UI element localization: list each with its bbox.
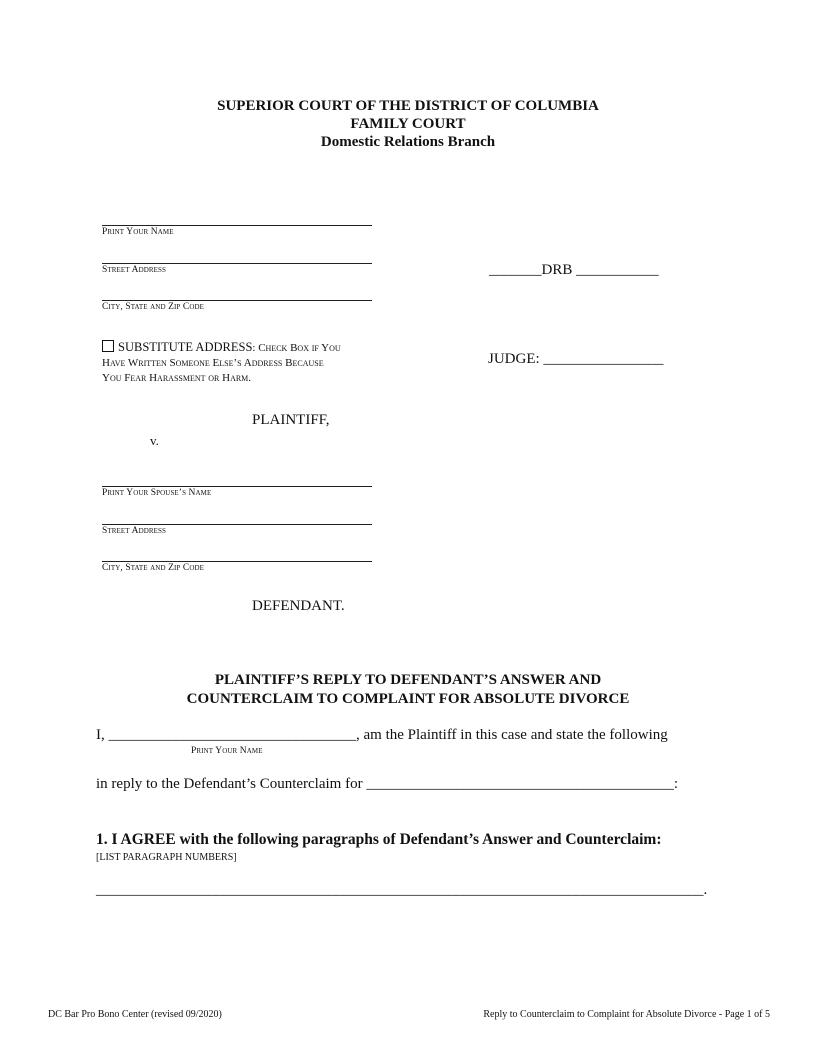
substitute-address-line3: You Fear Harassment or Harm. <box>102 372 252 384</box>
reply-prefix: in reply to the Defendant’s Counterclaim for <box>96 776 363 792</box>
defendant-name-label: Print Your Spouse’s Name <box>102 488 212 498</box>
section1-blank: _________________________________________________________________________________ <box>96 882 704 898</box>
plaintiff-street-label: Street Address <box>102 265 167 275</box>
document-title-line1: PLAINTIFF’S REPLY TO DEFENDANT’S ANSWER AND <box>214 672 602 688</box>
footer-left: DC Bar Pro Bono Center (revised 09/2020) <box>48 1009 222 1020</box>
document-title-line2: COUNTERCLAIM TO COMPLAINT FOR ABSOLUTE DIVORCE <box>186 691 630 707</box>
defendant-street-label: Street Address <box>102 526 167 536</box>
plaintiff-name-label: Print Your Name <box>102 227 174 237</box>
section1-heading: 1. I AGREE with the following paragraphs of Defendant’s Answer and Counterclaim: <box>96 831 662 848</box>
intro-name-blank[interactable]: _________________________________ <box>108 727 356 743</box>
court-branch: Domestic Relations Branch <box>320 134 496 150</box>
substitute-address-option <box>102 340 392 385</box>
substitute-address-line1: : Check Box if You <box>252 342 341 354</box>
substitute-address-title: SUBSTITUTE ADDRESS <box>118 340 253 354</box>
substitute-address-checkbox[interactable] <box>102 340 114 352</box>
judge-blank: ________________ <box>539 351 664 367</box>
section1-end: . <box>703 882 708 898</box>
judge-label: JUDGE: <box>488 351 540 367</box>
reply-sentence <box>96 776 678 793</box>
reply-counterclaim-blank[interactable]: _________________________________________ <box>366 776 674 792</box>
versus-label: v. <box>150 433 159 448</box>
court-division: FAMILY COURT <box>350 116 466 132</box>
case-number-field[interactable] <box>489 262 659 279</box>
reply-suffix: : <box>673 776 679 792</box>
substitute-address-line2: Have Written Someone Else’s Address Because <box>102 357 324 369</box>
plaintiff-party-label: PLAINTIFF, <box>252 412 330 428</box>
intro-prefix: I, <box>96 727 105 743</box>
section1-instruction: [LIST PARAGRAPH NUMBERS] <box>96 852 237 863</box>
court-name: SUPERIOR COURT OF THE DISTRICT OF COLUMBIA <box>217 98 599 114</box>
judge-field[interactable] <box>488 351 663 368</box>
defendant-party-label: DEFENDANT. <box>252 598 345 614</box>
intro-suffix: , am the Plaintiff in this case and state the following <box>356 727 668 743</box>
defendant-city-label: City, State and Zip Code <box>102 563 205 573</box>
footer-right: Reply to Counterclaim to Complaint for Absolute Divorce - Page 1 of 5 <box>483 1009 770 1020</box>
case-number-prefix-blank: _______ <box>489 262 542 278</box>
intro-sentence <box>96 727 668 744</box>
section1-answer-field[interactable] <box>96 882 707 899</box>
plaintiff-city-label: City, State and Zip Code <box>102 302 205 312</box>
intro-name-label: Print Your Name <box>191 746 263 756</box>
case-number-suffix-blank: ___________ <box>572 262 659 278</box>
case-number-label: DRB <box>541 262 573 278</box>
